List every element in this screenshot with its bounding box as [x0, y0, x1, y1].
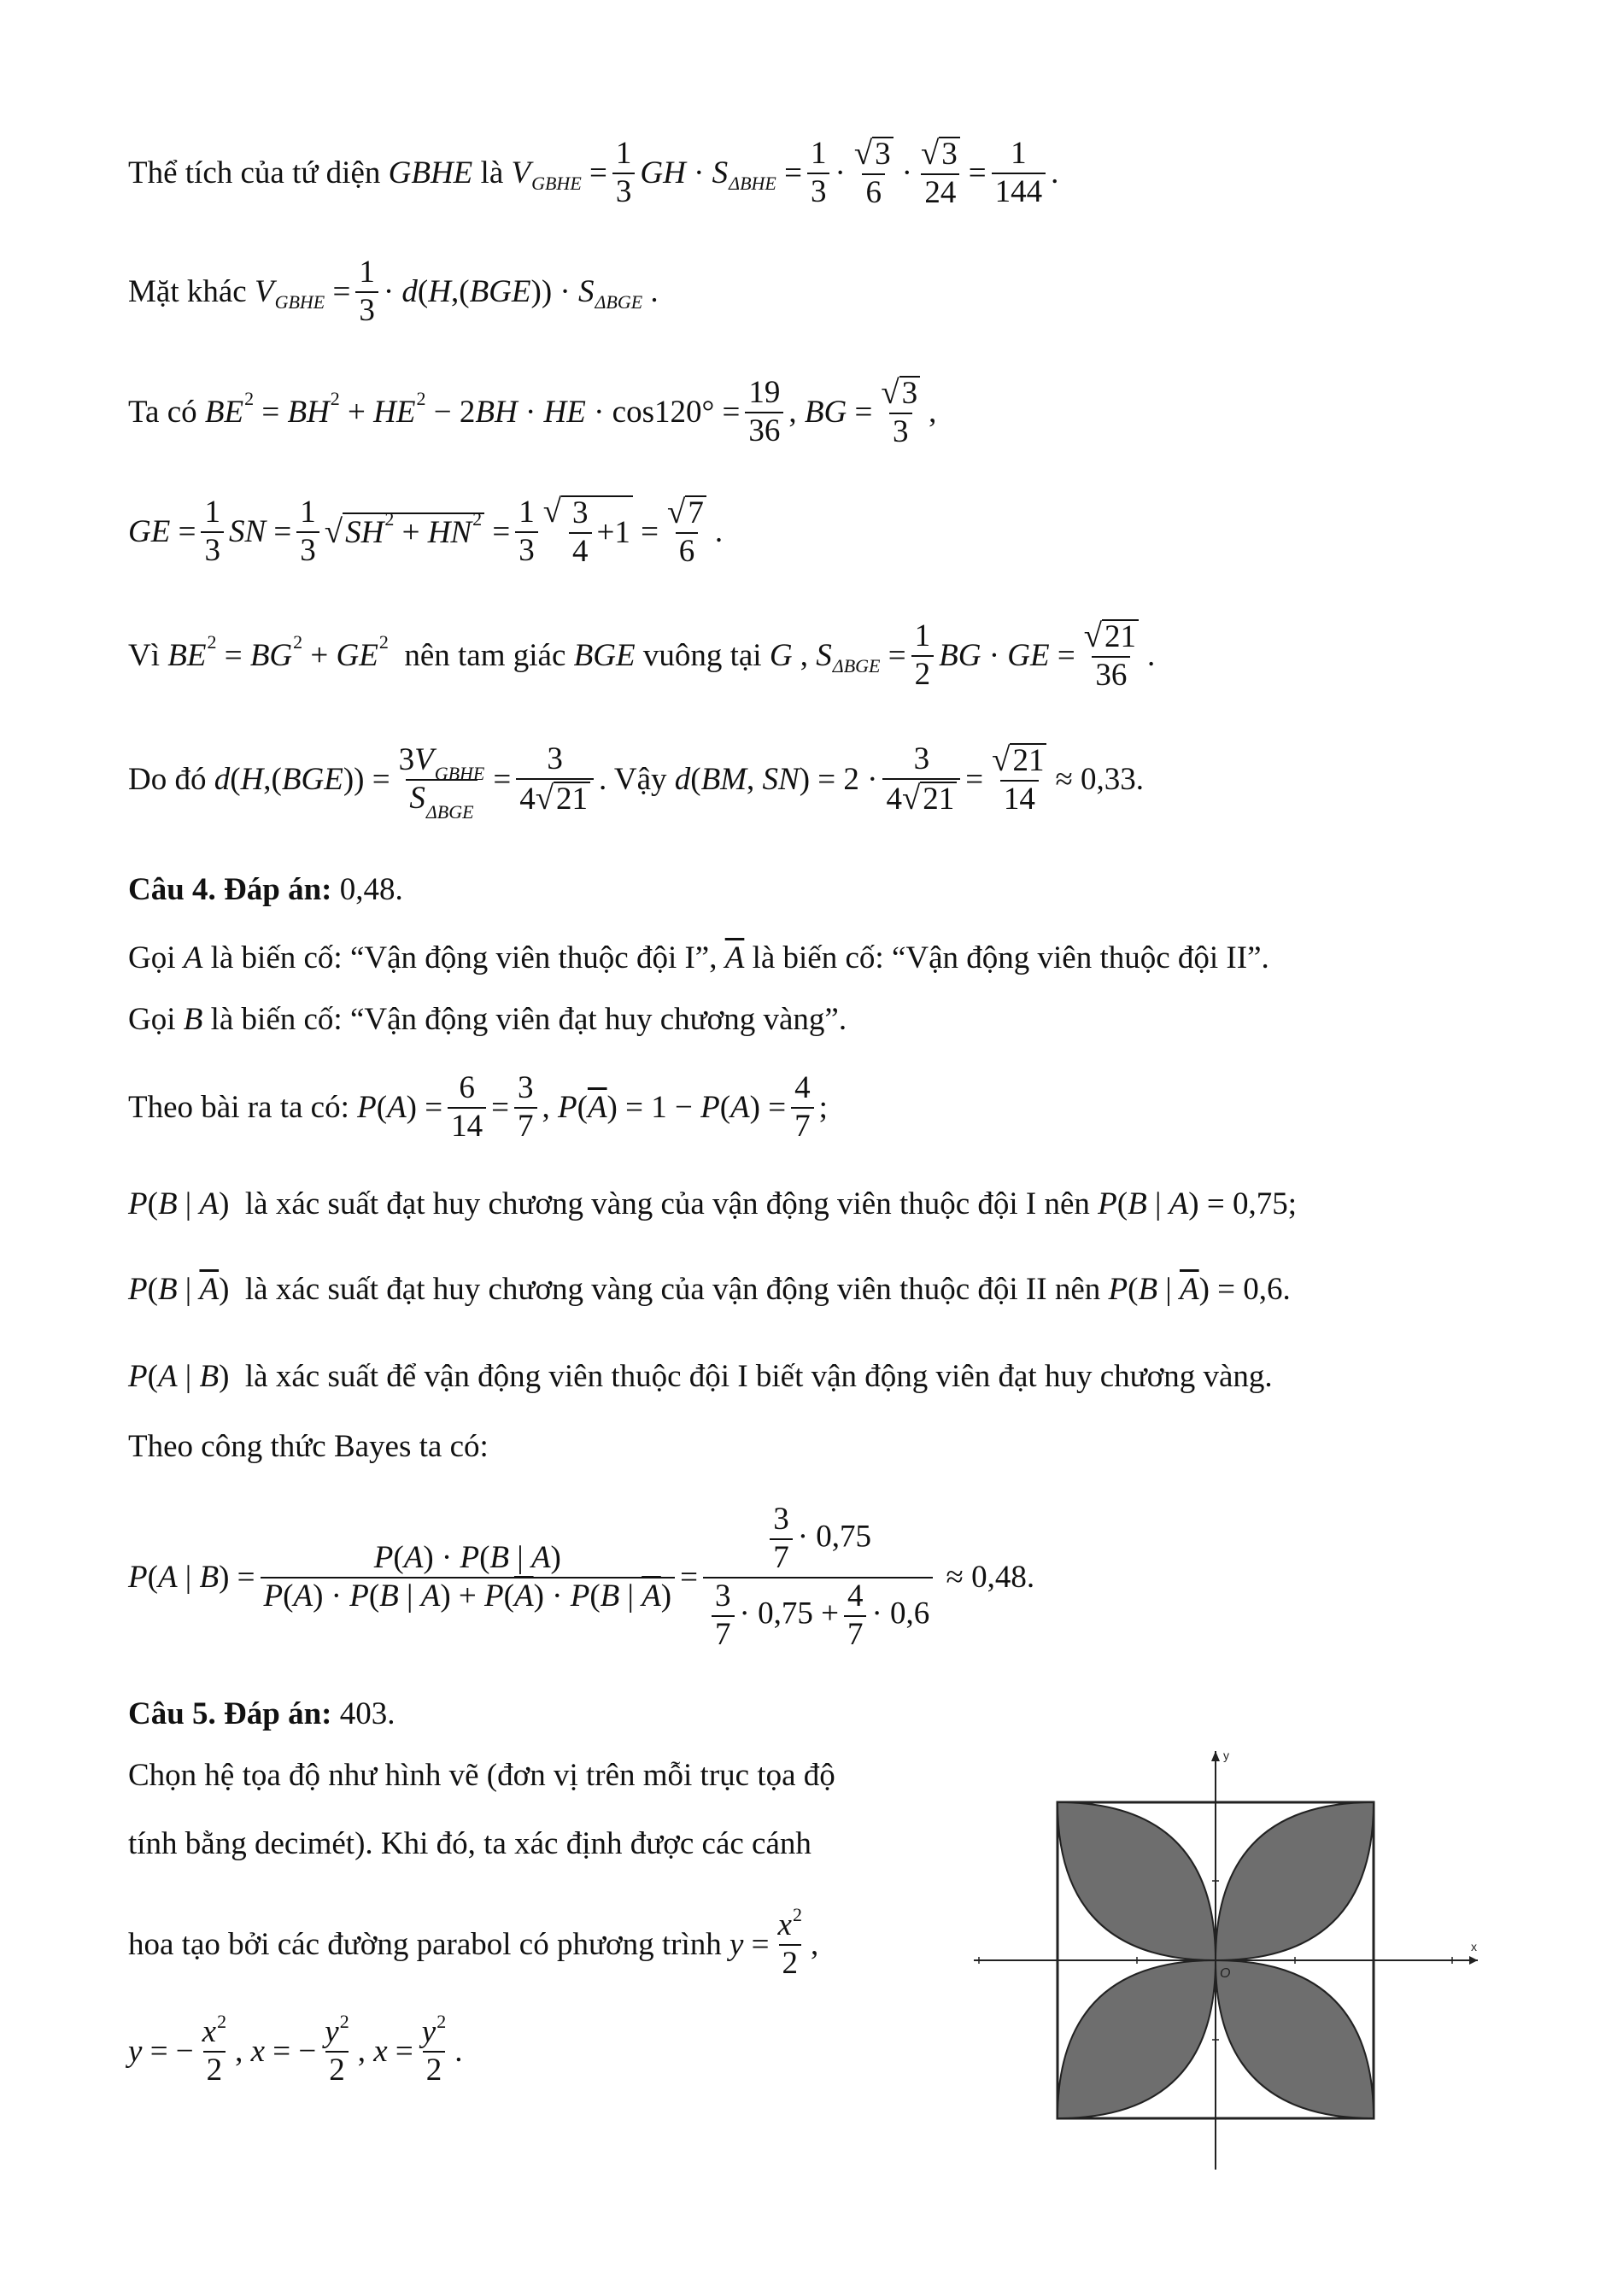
text: là xác suất đạt huy chương vàng của vận động viên thuộc đội II nên	[244, 1272, 1101, 1307]
cau5-heading: Câu 5. Đáp án: 403 .	[128, 1696, 395, 1731]
text: Vì	[128, 638, 160, 674]
text: “Vận động viên thuộc đội II”.	[891, 940, 1269, 975]
theo-bai-ra-line: Theo bài ra ta có: P ( A ) = $\frac{6}{14}$ = $\frac{3}{7}$ , P ( $\overline{A}$ ) = 1 − P ( A ) = $\frac{4}{7}$ ;	[128, 1070, 828, 1144]
value: 0,75	[1232, 1186, 1288, 1221]
text: “Vận động viên thuộc đội I”,	[349, 940, 718, 975]
text: tính bằng decimét). Khi đó, ta xác định được các cánh	[128, 1826, 812, 1861]
text: Thể tích của tứ diện	[128, 155, 381, 191]
bayes-intro	[128, 1428, 489, 1465]
flower-figure	[965, 1742, 1495, 2187]
text: Gọi	[128, 940, 176, 975]
do-do-line: Do đó d ( H ,( BGE )) = $\frac{3V_{GBHE}}{S_{\Delta BGE}}$ = 3 4 √ 21 . Vậy d ( BM , SN ) = 2 · 3 4 √ 21 = √ 21 14 ≈ 0,33 .	[128, 741, 1145, 823]
value: 0,6	[1243, 1272, 1283, 1307]
text: Ta có	[128, 395, 197, 430]
p-ba-line: P ( B | A ) là xác suất đạt huy chương vàng của vận động viên thuộc đội I nên P ( B | A ) = 0,75 ;	[128, 1186, 1297, 1221]
event-b-line: Gọi B là biến cố: “Vận động viên đạt huy chương vàng”.	[128, 1002, 847, 1037]
y-axis-label: y	[1223, 1748, 1229, 1762]
text: ≈ 0,33	[1055, 762, 1136, 798]
text: ≈ 0,48.	[946, 1560, 1035, 1596]
mat-khac-line: Mặt khác V GBHE = $\frac{1}{3}$ · d ( H ,( BGE )) · S ΔBGE .	[128, 255, 659, 328]
text: Mặt khác	[128, 274, 247, 310]
heading: Câu 5. Đáp án:	[128, 1696, 332, 1731]
text: là biến cố:	[210, 1002, 343, 1037]
text: nên tam giác	[404, 638, 566, 674]
text: vuông tại	[642, 638, 762, 674]
text: . Vậy	[599, 762, 667, 798]
petal-nw	[1058, 1802, 1216, 1960]
heading: Câu 4. Đáp án:	[128, 872, 332, 907]
text: hoa tạo bởi các đường parabol có phương trình	[128, 1927, 722, 1963]
text: Chọn hệ tọa độ như hình vẽ (đơn vị trên mỗi trục tọa độ	[128, 1758, 835, 1793]
cau5-p2	[128, 1825, 812, 1862]
answer: 0,48	[339, 872, 395, 907]
p-ab-line: P ( A | B ) là xác suất để vận động viên thuộc đội I biết vận động viên đạt huy chương vàng.	[128, 1359, 1273, 1394]
text: Theo bài ra ta có:	[128, 1090, 349, 1126]
p-babar-line: P ( B | $\overline{A}$ ) là xác suất đạt huy chương vàng của vận động viên thuộc đội II nên P ( B | $\overline{A}$ ) = 0,6 .	[128, 1272, 1291, 1307]
y-arrow-icon	[1211, 1751, 1220, 1761]
petal-se	[1216, 1960, 1374, 2118]
ge-line: GE = $\frac{1}{3}$ SN = $\frac{1}{3}$ √ SH 2 + HN 2 = $\frac{1}{3}$ √ $\frac{3}{4}$ +1 = √ 7 6 .	[128, 493, 724, 569]
text: là xác suất đạt huy chương vàng của vận động viên thuộc đội I nên	[244, 1186, 1090, 1221]
text: “Vận động viên đạt huy chương vàng”.	[349, 1002, 847, 1037]
ta-co-line: Ta có BE 2 = BH 2 + HE 2 − 2 BH · HE · cos120° = $\frac{19}{36}$ , BG = √ 3 3 ,	[128, 374, 937, 449]
cau5-p3: hoa tạo bởi các đường parabol có phương trình y = $\frac{x^2}{2}$ ,	[128, 1904, 819, 1981]
cau5-p1	[128, 1757, 835, 1794]
x-axis-label: x	[1471, 1940, 1477, 1953]
answer: 403	[339, 1696, 388, 1731]
text: Gọi	[128, 1002, 176, 1037]
text: là biến cố:	[210, 940, 343, 975]
x-arrow-icon	[1469, 1956, 1478, 1965]
bayes-formula: P ( A | B ) = $\frac{P(A) \cdot P(B | A)}{P(A) \cdot P(B | A) + P(\overline{A}) \cdot P(B | \overline{A})}$ = $\frac{3}{7}$ · 0,75 $\frac{3}{7}$ · 0,75 + $\frac{4}{7}$ · 0,6 ≈ 0,48.	[128, 1502, 1035, 1652]
origin-label: O	[1220, 1966, 1231, 1981]
event-a-line: Gọi A là biến cố: “Vận động viên thuộc đội I”, $\overline{A}$ là biến cố: “Vận động viên thuộc đội II”.	[128, 940, 1269, 975]
cau4-heading: Câu 4. Đáp án: 0,48 .	[128, 872, 403, 907]
volume-line: Thể tích của tứ diện GBHE là V GBHE = $\frac{1}{3}$ GH · S ΔBHE = $\frac{1}{3}$ · √ 3 6 · √ 3 24 = $\frac{1}{144}$ .	[128, 135, 1059, 210]
cau5-equations: y = − $\frac{x^2}{2}$ , x = − $\frac{y^2}{2}$ , x = $\frac{y^2}{2}$ .	[128, 2011, 463, 2088]
petal-sw	[1058, 1960, 1216, 2118]
vi-line: Vì BE 2 = BG 2 + GE 2 nên tam giác BGE vuông tại G , S ΔBGE = $\frac{1}{2}$ BG · GE = √ 21 36 .	[128, 618, 1156, 693]
petal-ne	[1216, 1802, 1374, 1960]
text: Do đó	[128, 762, 207, 798]
text: là xác suất để vận động viên thuộc đội I biết vận động viên đạt huy chương vàng.	[244, 1359, 1273, 1394]
text: là	[480, 155, 504, 191]
text: là biến cố:	[752, 940, 884, 975]
text: Theo công thức Bayes ta có:	[128, 1429, 489, 1464]
